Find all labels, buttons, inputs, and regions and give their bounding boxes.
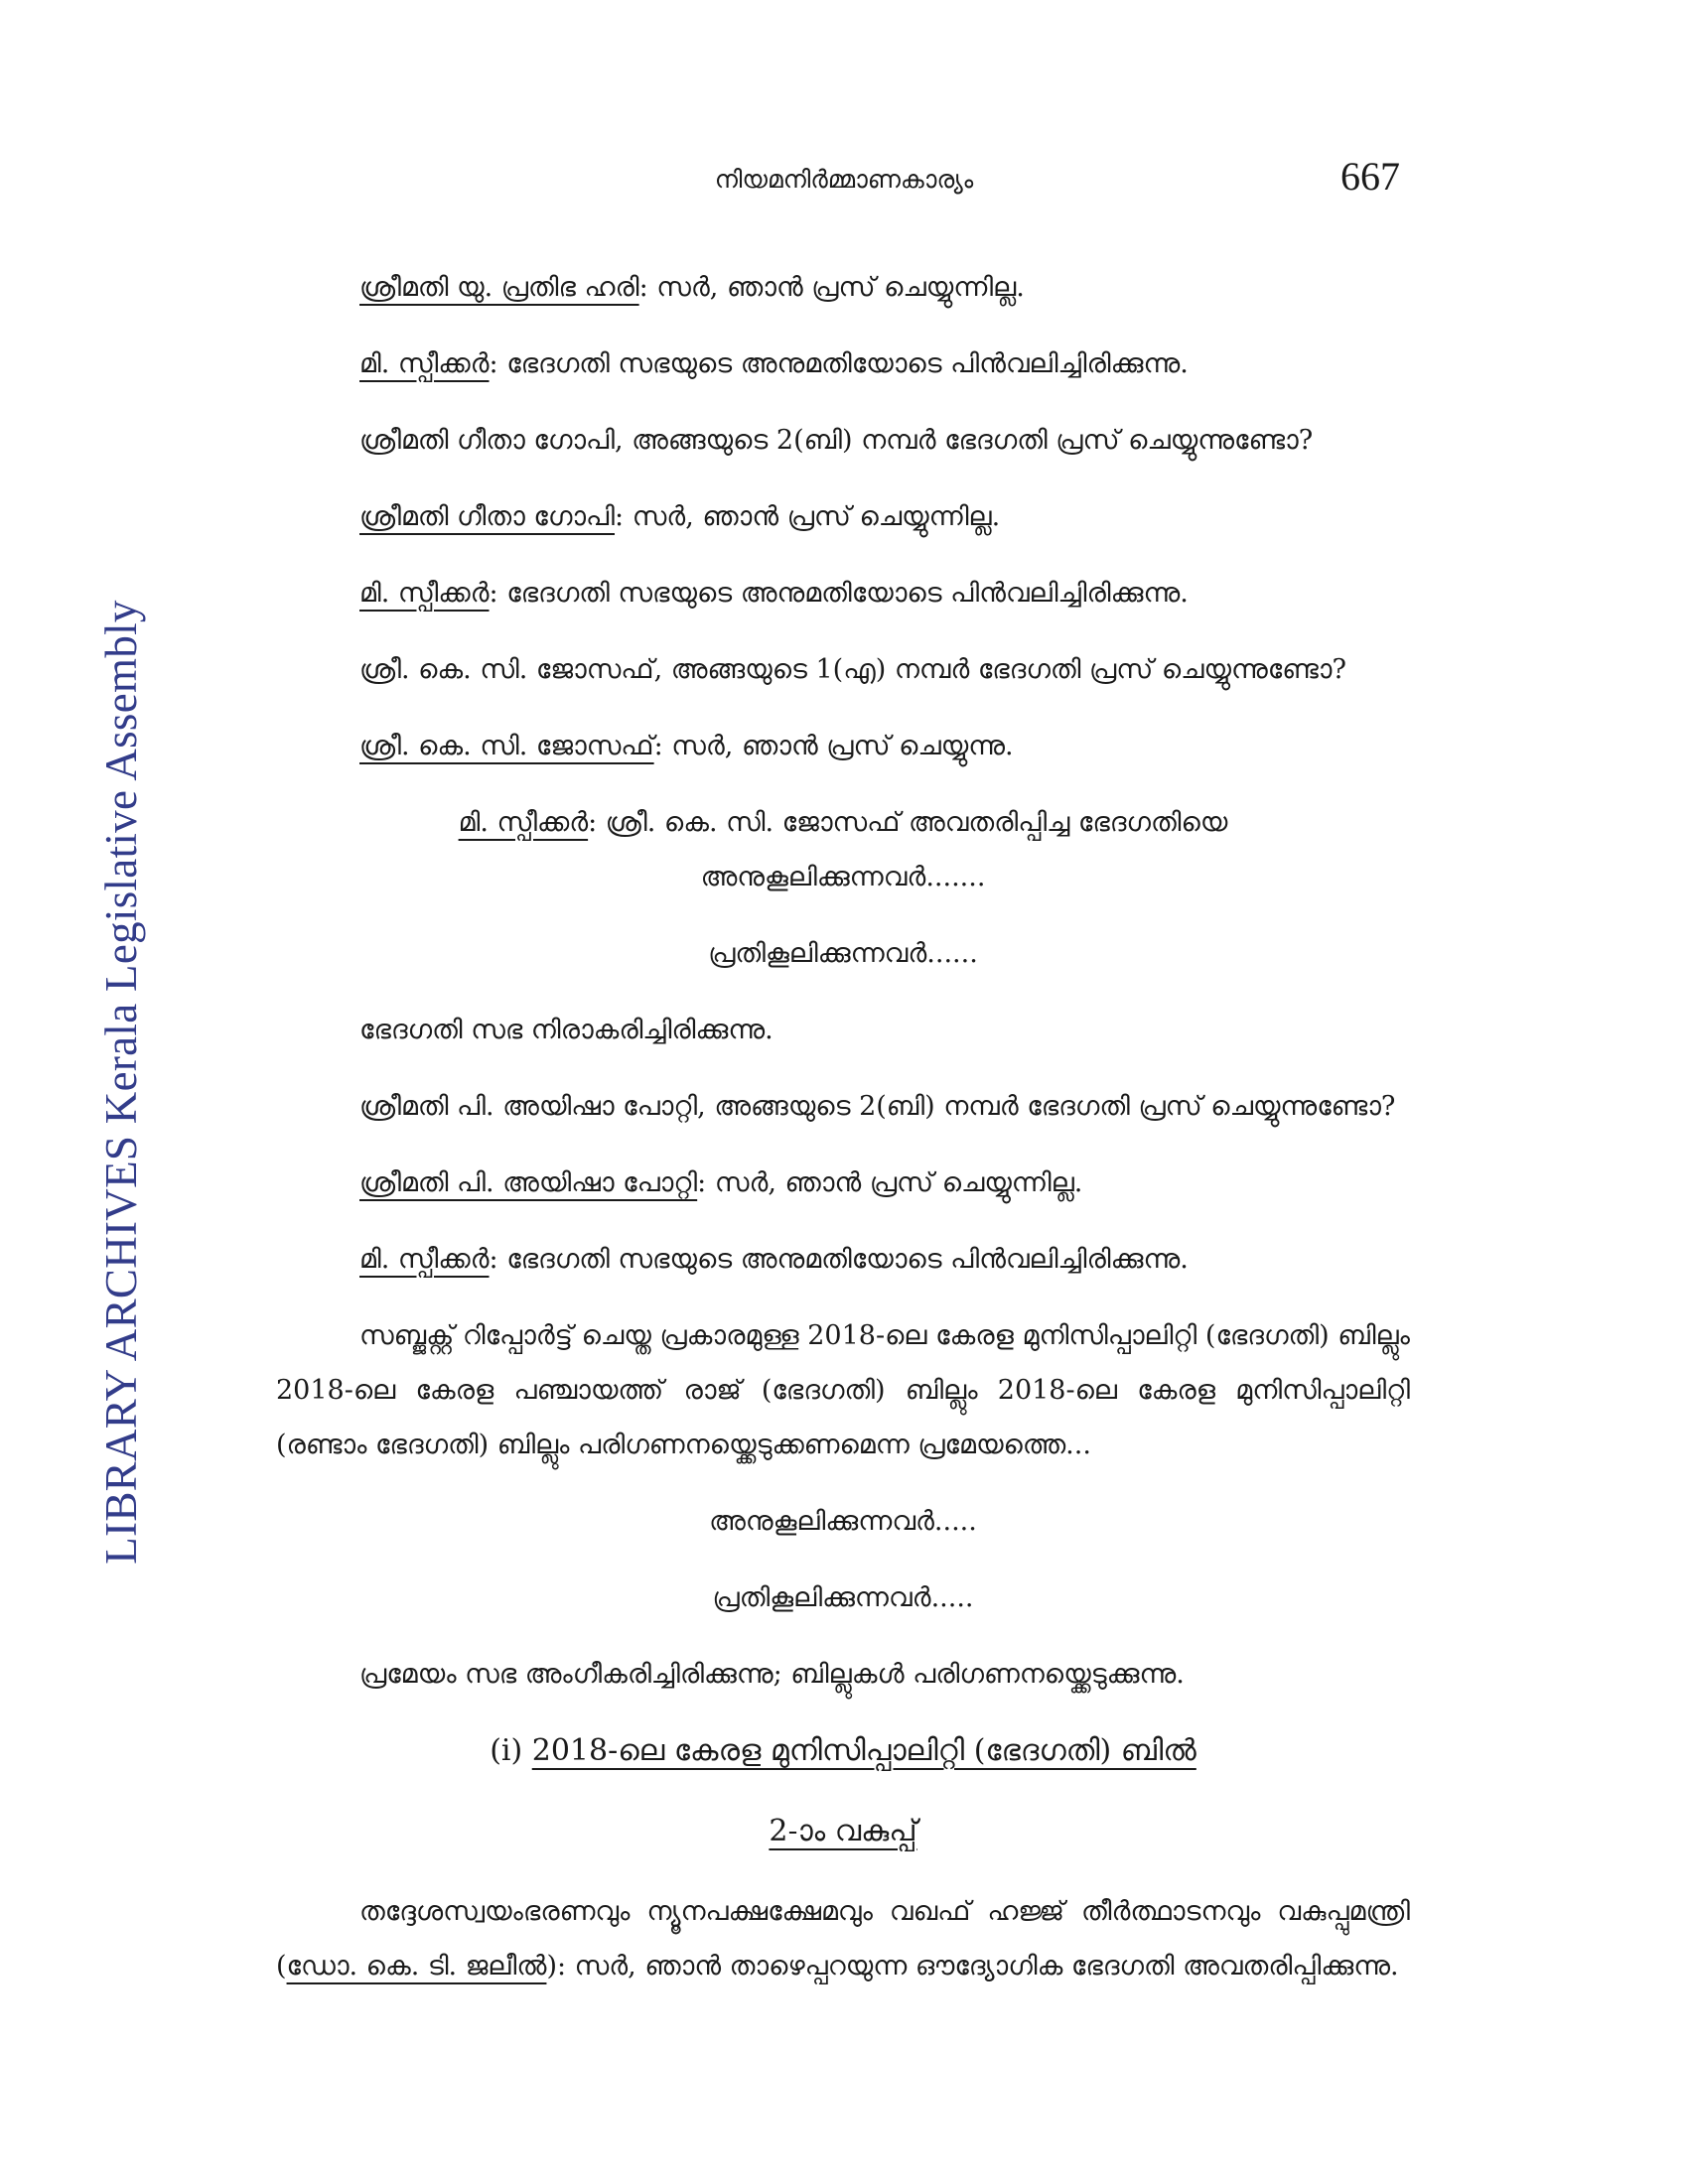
clause-heading-title: 2-ാം വകുപ്പ് <box>769 1814 917 1848</box>
paragraph-8 <box>276 795 1410 904</box>
speech-text: : ഭേദഗതി സഭയുടെ അനുമതിയോടെ പിൻവലിച്ചിരിക്കുന്നു. <box>489 348 1189 379</box>
speaker-name: മി. സ്പീക്കർ <box>359 348 490 379</box>
speech-text: : ഭേദഗതി സഭയുടെ അനുമതിയോടെ പിൻവലിച്ചിരിക്കുന്നു. <box>489 1244 1189 1275</box>
paragraph-14: സബ്ജക്റ്റ് റിപ്പോർട്ട് ചെയ്ത പ്രകാരമുള്ള 2018-ലെ കേരള മുനിസിപ്പാലിറ്റി (ഭേദഗതി) ബില്ലും 2018-ലെ കേരള പഞ്ചായത്ത് രാജ് (ഭേദഗതി) ബില്ലും 2018-ലെ കേരള മുനിസിപ്പാലിറ്റി (രണ്ടാം ഭേദഗതി) ബില്ലും പരിഗണനയ്ക്കെടുക്കണമെന്ന പ്രമേയത്തെ... <box>276 1320 1410 1460</box>
speech-text-after: ): സർ, ഞാൻ താഴെപ്പറയുന്ന ഔദ്യോഗിക ഭേദഗതി അവതരിപ്പിക്കുന്നു. <box>546 1951 1399 1981</box>
paragraph-15: അനുകൂലിക്കുന്നവർ..... <box>709 1506 977 1537</box>
clause-heading <box>276 1804 1410 1858</box>
paragraph-10: ഭേദഗതി സഭ നിരാകരിച്ചിരിക്കുന്നു. <box>359 1015 774 1045</box>
speaker-name: ശ്രീമതി യു. പ്രതിഭ ഹരി <box>359 272 639 303</box>
paragraph-1 <box>276 260 1410 315</box>
paragraph-16: പ്രതികൂലിക്കുന്നവർ..... <box>712 1582 974 1613</box>
archive-watermark: LIBRARY ARCHIVES Kerala Legislative Assembly <box>96 600 146 1565</box>
speech-text: : ശ്രീ. കെ. സി. ജോസഫ് അവതരിപ്പിച്ച ഭേദഗതിയെ <box>588 807 1228 838</box>
bill-heading <box>276 1723 1410 1778</box>
speaker-name: മി. സ്പീക്കർ <box>359 1244 490 1275</box>
speech-text: : ഭേദഗതി സഭയുടെ അനുമതിയോടെ പിൻവലിച്ചിരിക്കുന്നു. <box>489 578 1189 609</box>
speech-text-line2: അനുകൂലിക്കുന്നവർ....... <box>700 862 986 892</box>
paragraph-18 <box>276 1884 1410 1993</box>
paragraph-3: ശ്രീമതി ഗീതാ ഗോപി, അങ്ങയുടെ 2(ബി) നമ്പർ ഭേദഗതി പ്രസ് ചെയ്യുന്നുണ്ടോ? <box>359 425 1314 456</box>
paragraph-11: ശ്രീമതി പി. അയിഷാ പോറ്റി, അങ്ങയുടെ 2(ബി) നമ്പർ ഭേദഗതി പ്രസ് ചെയ്യുന്നുണ്ടോ? <box>359 1091 1396 1122</box>
paragraph-6: ശ്രീ. കെ. സി. ജോസഫ്, അങ്ങയുടെ 1(എ) നമ്പർ ഭേദഗതി പ്രസ് ചെയ്യുന്നുണ്ടോ? <box>359 654 1346 685</box>
speech-text: : സർ, ഞാൻ പ്രസ് ചെയ്യുന്നില്ല. <box>638 272 1025 303</box>
paragraph-5 <box>276 566 1410 620</box>
speech-text: : സർ, ഞാൻ പ്രസ് ചെയ്യുന്നില്ല. <box>615 501 1001 532</box>
speaker-name: ശ്രീമതി ഗീതാ ഗോപി <box>359 501 616 532</box>
paragraph-9: പ്രതികൂലിക്കുന്നവർ...... <box>708 938 978 969</box>
page-body <box>276 260 1410 2015</box>
running-title: നിയമനിർമ്മാണകാര്യം <box>714 165 974 194</box>
speaker-name: ഡോ. കെ. ടി. ജലീൽ <box>286 1951 547 1981</box>
page-number: 667 <box>1340 154 1400 199</box>
paragraph-17: പ്രമേയം സഭ അംഗീകരിച്ചിരിക്കുന്നു; ബില്ലുകൾ പരിഗണനയ്ക്കെടുക്കുന്നു. <box>359 1659 1185 1690</box>
paragraph-2 <box>276 337 1410 391</box>
paragraph-12 <box>276 1156 1410 1210</box>
paragraph-13 <box>276 1232 1410 1287</box>
speaker-name: ശ്രീ. കെ. സി. ജോസഫ് <box>359 731 654 761</box>
speech-text: : സർ, ഞാൻ പ്രസ് ചെയ്യുന്നില്ല. <box>697 1167 1083 1198</box>
speech-text-before: തദ്ദേശസ്വയംഭരണവും ന്യൂനപക്ഷക്ഷേമവും വഖഫ് ഹജ്ജ് തീർത്ഥാടനവും വകുപ്പുമന്ത്രി ( <box>276 1896 1410 1981</box>
bill-heading-title: 2018-ലെ കേരള മുനിസിപ്പാലിറ്റി (ഭേദഗതി) ബിൽ <box>531 1733 1196 1768</box>
speaker-name: മി. സ്പീക്കർ <box>458 807 589 838</box>
page-header <box>0 153 1688 203</box>
bill-heading-number: (i) <box>490 1733 532 1768</box>
paragraph-7 <box>276 719 1410 773</box>
speech-text: : സർ, ഞാൻ പ്രസ് ചെയ്യുന്നു. <box>653 731 1014 761</box>
speaker-name: മി. സ്പീക്കർ <box>359 578 490 609</box>
paragraph-4 <box>276 489 1410 544</box>
speaker-name: ശ്രീമതി പി. അയിഷാ പോറ്റി <box>359 1167 698 1198</box>
